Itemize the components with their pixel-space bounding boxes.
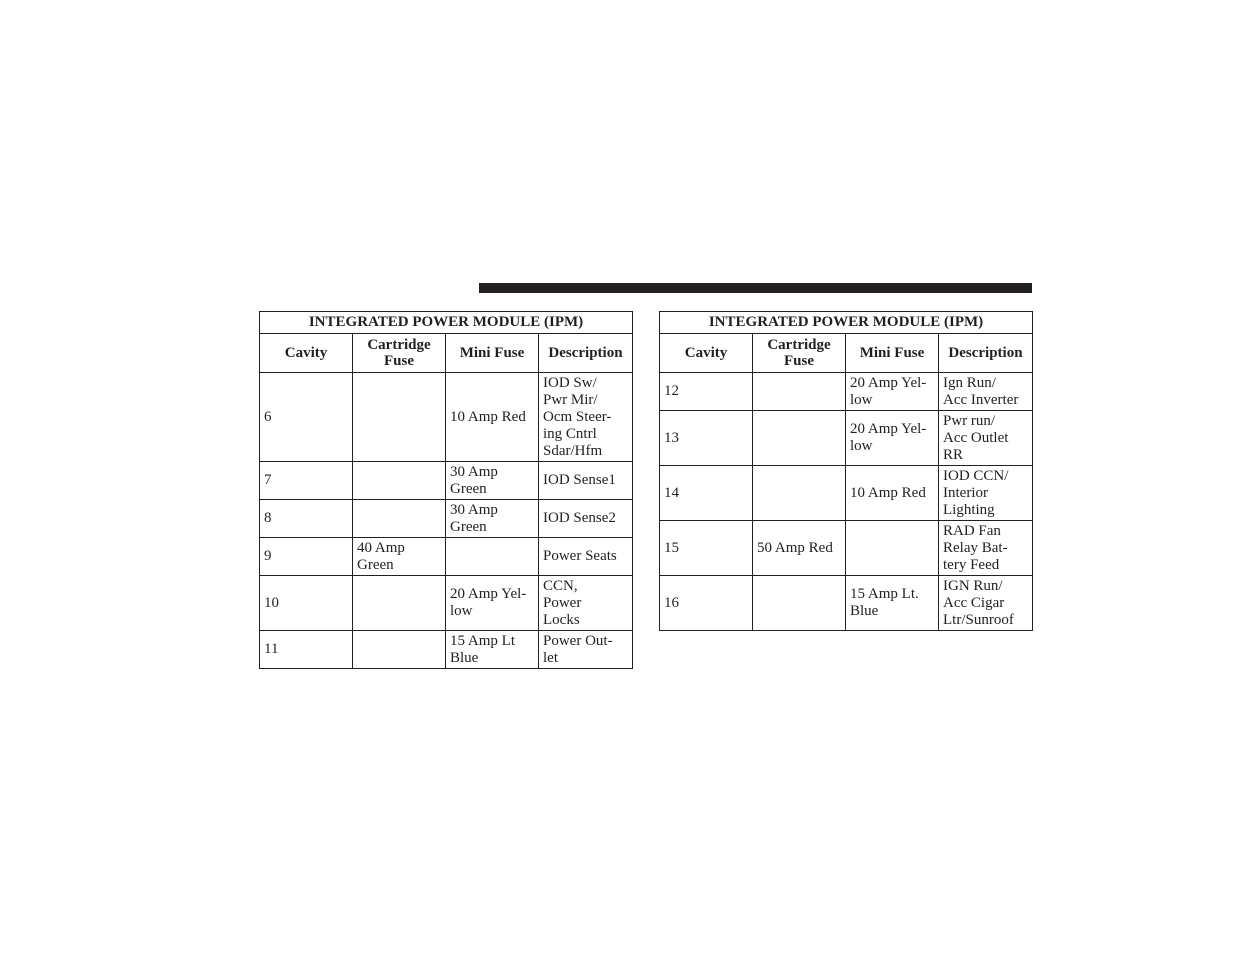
table-row	[260, 538, 633, 576]
description-cell: Ign Run/ Acc Inverter	[939, 373, 1033, 411]
cavity-cell: 15	[660, 521, 753, 576]
mini-fuse-cell: 10 Amp Red	[846, 466, 939, 521]
column-header-mini-fuse: Mini Fuse	[846, 334, 939, 373]
section-header-bar	[479, 283, 1032, 293]
cartridge-fuse-cell	[353, 462, 446, 500]
table-row	[260, 500, 633, 538]
mini-fuse-cell: 20 Amp Yel- low	[846, 411, 939, 466]
description-cell: IOD Sense2	[539, 500, 633, 538]
description-cell: IOD Sense1	[539, 462, 633, 500]
column-header-cavity: Cavity	[260, 334, 353, 373]
mini-fuse-cell: 15 Amp Lt. Blue	[846, 576, 939, 631]
table-row	[660, 521, 1033, 576]
mini-fuse-cell	[446, 538, 539, 576]
cartridge-fuse-cell	[353, 373, 446, 462]
table-title: INTEGRATED POWER MODULE (IPM)	[260, 312, 633, 334]
cavity-cell: 6	[260, 373, 353, 462]
cartridge-fuse-cell: 50 Amp Red	[753, 521, 846, 576]
cartridge-fuse-cell	[753, 373, 846, 411]
table-row	[660, 373, 1033, 411]
description-cell: IOD Sw/ Pwr Mir/ Ocm Steer- ing Cntrl Sdar/Hfm	[539, 373, 633, 462]
table-row	[260, 631, 633, 669]
cavity-cell: 14	[660, 466, 753, 521]
table-row	[660, 576, 1033, 631]
description-cell: IOD CCN/ Interior Lighting	[939, 466, 1033, 521]
column-header-cartridge-fuse: Cartridge Fuse	[353, 334, 446, 373]
mini-fuse-cell: 30 Amp Green	[446, 500, 539, 538]
table-row	[660, 411, 1033, 466]
table-row	[260, 462, 633, 500]
cavity-cell: 9	[260, 538, 353, 576]
cavity-cell: 13	[660, 411, 753, 466]
mini-fuse-cell: 20 Amp Yel- low	[446, 576, 539, 631]
description-cell: Pwr run/ Acc Outlet RR	[939, 411, 1033, 466]
cavity-cell: 11	[260, 631, 353, 669]
table-row	[660, 466, 1033, 521]
cavity-cell: 8	[260, 500, 353, 538]
cavity-cell: 7	[260, 462, 353, 500]
description-cell: Power Out- let	[539, 631, 633, 669]
cavity-cell: 12	[660, 373, 753, 411]
cavity-cell: 10	[260, 576, 353, 631]
mini-fuse-cell: 20 Amp Yel- low	[846, 373, 939, 411]
mini-fuse-cell: 30 Amp Green	[446, 462, 539, 500]
mini-fuse-cell: 15 Amp Lt Blue	[446, 631, 539, 669]
description-cell: Power Seats	[539, 538, 633, 576]
cartridge-fuse-cell	[753, 576, 846, 631]
cartridge-fuse-cell	[753, 466, 846, 521]
table-title: INTEGRATED POWER MODULE (IPM)	[660, 312, 1033, 334]
column-header-cartridge-fuse: Cartridge Fuse	[753, 334, 846, 373]
mini-fuse-cell	[846, 521, 939, 576]
table-row	[260, 576, 633, 631]
column-header-mini-fuse: Mini Fuse	[446, 334, 539, 373]
cavity-cell: 16	[660, 576, 753, 631]
column-header-description: Description	[939, 334, 1033, 373]
ipm-table-left	[259, 311, 633, 669]
cartridge-fuse-cell	[753, 411, 846, 466]
cartridge-fuse-cell	[353, 631, 446, 669]
description-cell: CCN, Power Locks	[539, 576, 633, 631]
cartridge-fuse-cell: 40 Amp Green	[353, 538, 446, 576]
cartridge-fuse-cell	[353, 500, 446, 538]
description-cell: RAD Fan Relay Bat- tery Feed	[939, 521, 1033, 576]
column-header-description: Description	[539, 334, 633, 373]
cartridge-fuse-cell	[353, 576, 446, 631]
column-header-cavity: Cavity	[660, 334, 753, 373]
table-row	[260, 373, 633, 462]
mini-fuse-cell: 10 Amp Red	[446, 373, 539, 462]
description-cell: IGN Run/ Acc Cigar Ltr/Sunroof	[939, 576, 1033, 631]
ipm-table-right	[659, 311, 1033, 631]
